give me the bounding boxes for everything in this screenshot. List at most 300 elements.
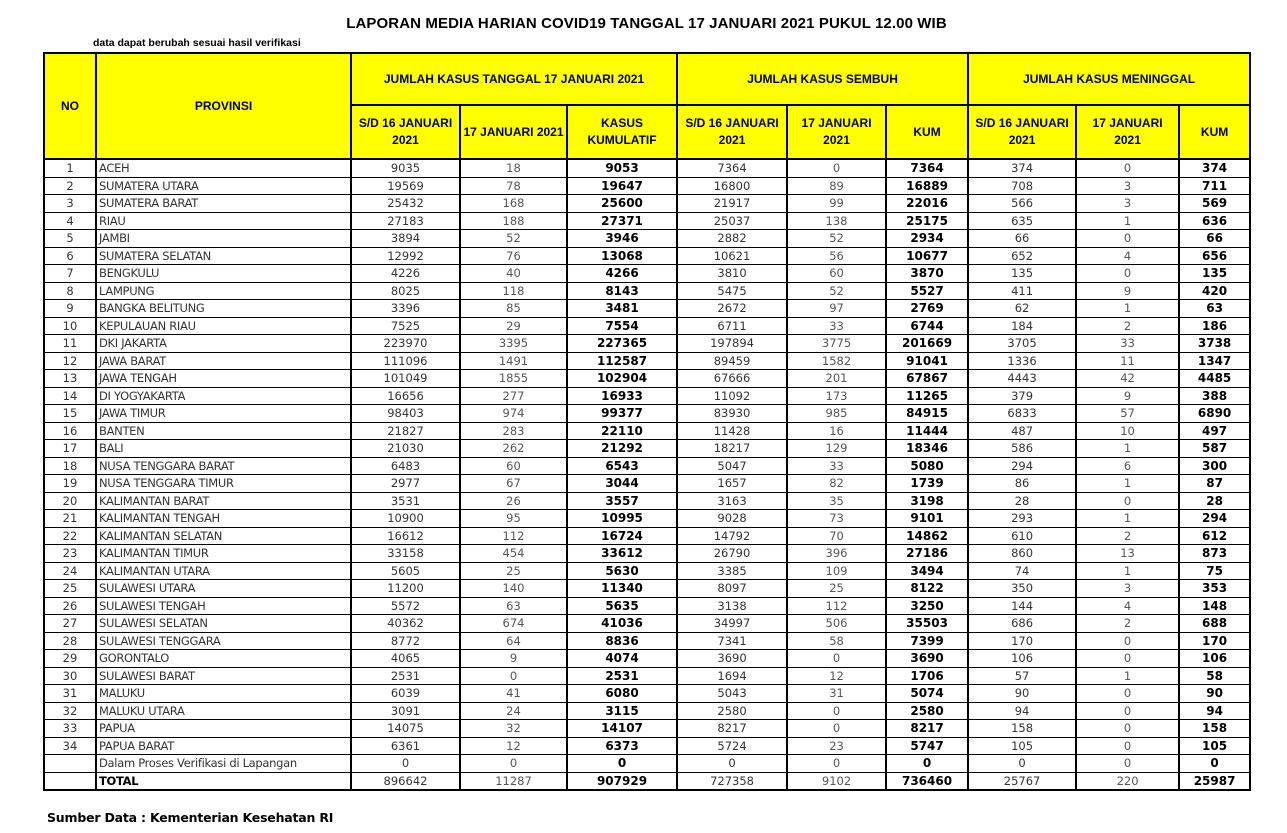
table-row	[44, 510, 1250, 528]
value-cell: 674	[460, 615, 567, 633]
header-deaths-today: 17 JANUARI 2021	[1076, 105, 1179, 159]
province-name: SULAWESI BARAT	[96, 667, 351, 685]
value-cell: 40362	[351, 615, 460, 633]
value-cell: 16889	[886, 177, 968, 195]
value-cell: 3481	[567, 300, 677, 318]
value-cell: 2531	[567, 667, 677, 685]
value-cell: 396	[787, 545, 886, 563]
value-cell: 60	[787, 265, 886, 283]
value-cell: 2934	[886, 230, 968, 248]
province-name: GORONTALO	[96, 650, 351, 668]
value-cell: 21917	[677, 195, 787, 213]
value-cell: 3	[1076, 580, 1179, 598]
value-cell: 1	[1076, 440, 1179, 458]
value-cell: 708	[968, 177, 1076, 195]
value-cell: 70	[787, 527, 886, 545]
value-cell: 106	[1179, 650, 1250, 668]
province-name: NUSA TENGGARA BARAT	[96, 457, 351, 475]
value-cell: 87	[1179, 475, 1250, 493]
header-group-cases: JUMLAH KASUS TANGGAL 17 JANUARI 2021	[351, 53, 677, 105]
value-cell: 57	[968, 667, 1076, 685]
row-number: 20	[44, 492, 96, 510]
value-cell: 2672	[677, 300, 787, 318]
header-deaths-prev: S/D 16 JANUARI 2021	[968, 105, 1076, 159]
table-row	[44, 597, 1250, 615]
value-cell: 3946	[567, 230, 677, 248]
value-cell: 5074	[886, 685, 968, 703]
value-cell: 388	[1179, 387, 1250, 405]
data-source: Sumber Data : Kementerian Kesehatan RI	[47, 810, 334, 825]
value-cell: 4266	[567, 265, 677, 283]
value-cell: 58	[787, 632, 886, 650]
table-row	[44, 177, 1250, 195]
header-provinsi: PROVINSI	[96, 53, 351, 159]
value-cell: 5605	[351, 562, 460, 580]
value-cell: 0	[1076, 702, 1179, 720]
value-cell: 8217	[886, 720, 968, 738]
value-cell: 3690	[886, 650, 968, 668]
value-cell: 94	[968, 702, 1076, 720]
value-cell: 22016	[886, 195, 968, 213]
value-cell: 0	[460, 667, 567, 685]
header-group-recovered: JUMLAH KASUS SEMBUH	[677, 53, 968, 105]
value-cell: 158	[968, 720, 1076, 738]
value-cell: 25037	[677, 212, 787, 230]
value-cell: 7341	[677, 632, 787, 650]
value-cell: 6833	[968, 405, 1076, 423]
row-number: 17	[44, 440, 96, 458]
table-row	[44, 300, 1250, 318]
value-cell: 12992	[351, 247, 460, 265]
value-cell: 656	[1179, 247, 1250, 265]
value-cell: 67867	[886, 370, 968, 388]
value-cell: 1694	[677, 667, 787, 685]
value-cell: 0	[1076, 492, 1179, 510]
table-body	[44, 159, 1250, 790]
value-cell: 8143	[567, 282, 677, 300]
value-cell: 10	[1076, 422, 1179, 440]
row-number: 7	[44, 265, 96, 283]
value-cell: 0	[567, 755, 677, 773]
row-number: 21	[44, 510, 96, 528]
value-cell: 66	[1179, 230, 1250, 248]
covid-report-table	[43, 52, 1251, 791]
value-cell: 0	[677, 755, 787, 773]
table-row	[44, 422, 1250, 440]
value-cell: 3396	[351, 300, 460, 318]
value-cell: 67666	[677, 370, 787, 388]
value-cell: 985	[787, 405, 886, 423]
value-cell: 374	[968, 159, 1076, 177]
table-row	[44, 667, 1250, 685]
province-name: JAMBI	[96, 230, 351, 248]
row-number: 8	[44, 282, 96, 300]
value-cell: 3115	[567, 702, 677, 720]
table-row	[44, 370, 1250, 388]
table-row	[44, 527, 1250, 545]
value-cell: 105	[1179, 737, 1250, 755]
table-row	[44, 352, 1250, 370]
value-cell: 1	[1076, 212, 1179, 230]
value-cell: 16612	[351, 527, 460, 545]
value-cell: 686	[968, 615, 1076, 633]
province-name: SUMATERA SELATAN	[96, 247, 351, 265]
table-row	[44, 755, 1250, 773]
value-cell: 52	[787, 282, 886, 300]
value-cell: 170	[1179, 632, 1250, 650]
value-cell: 711	[1179, 177, 1250, 195]
value-cell: 379	[968, 387, 1076, 405]
table-row	[44, 335, 1250, 353]
value-cell: 454	[460, 545, 567, 563]
row-number: 31	[44, 685, 96, 703]
row-number: 11	[44, 335, 96, 353]
value-cell: 3198	[886, 492, 968, 510]
value-cell: 16656	[351, 387, 460, 405]
row-number: 3	[44, 195, 96, 213]
table-row	[44, 475, 1250, 493]
value-cell: 0	[1076, 650, 1179, 668]
total-row	[44, 772, 1250, 790]
table-row	[44, 632, 1250, 650]
row-number: 4	[44, 212, 96, 230]
value-cell: 135	[968, 265, 1076, 283]
province-name: NUSA TENGGARA TIMUR	[96, 475, 351, 493]
value-cell: 0	[1179, 755, 1250, 773]
value-cell: 6080	[567, 685, 677, 703]
value-cell: 18217	[677, 440, 787, 458]
value-cell: 3557	[567, 492, 677, 510]
value-cell: 25600	[567, 195, 677, 213]
value-cell: 102904	[567, 370, 677, 388]
value-cell: 25767	[968, 772, 1076, 790]
value-cell: 97	[787, 300, 886, 318]
value-cell: 5747	[886, 737, 968, 755]
row-number: 26	[44, 597, 96, 615]
value-cell: 6890	[1179, 405, 1250, 423]
province-name: BANGKA BELITUNG	[96, 300, 351, 318]
value-cell: 13	[1076, 545, 1179, 563]
value-cell: 66	[968, 230, 1076, 248]
value-cell: 10677	[886, 247, 968, 265]
value-cell: 14107	[567, 720, 677, 738]
value-cell: 42	[1076, 370, 1179, 388]
value-cell: 4065	[351, 650, 460, 668]
value-cell: 2580	[677, 702, 787, 720]
value-cell: 1	[1076, 300, 1179, 318]
value-cell: 0	[1076, 632, 1179, 650]
value-cell: 28	[968, 492, 1076, 510]
value-cell: 3775	[787, 335, 886, 353]
value-cell: 22110	[567, 422, 677, 440]
value-cell: 90	[968, 685, 1076, 703]
value-cell: 0	[968, 755, 1076, 773]
value-cell: 14862	[886, 527, 968, 545]
value-cell: 29	[460, 317, 567, 335]
row-number: 12	[44, 352, 96, 370]
value-cell: 6711	[677, 317, 787, 335]
value-cell: 3494	[886, 562, 968, 580]
value-cell: 11092	[677, 387, 787, 405]
province-name: DI YOGYAKARTA	[96, 387, 351, 405]
value-cell: 1347	[1179, 352, 1250, 370]
header-recovered-today: 17 JANUARI 2021	[787, 105, 886, 159]
header-group-deaths: JUMLAH KASUS MENINGGAL	[968, 53, 1250, 105]
value-cell: 16	[787, 422, 886, 440]
value-cell: 201	[787, 370, 886, 388]
value-cell: 4	[1076, 247, 1179, 265]
value-cell: 3044	[567, 475, 677, 493]
row-number: 6	[44, 247, 96, 265]
value-cell: 7364	[677, 159, 787, 177]
header-cases-today: 17 JANUARI 2021	[460, 105, 567, 159]
value-cell: 3395	[460, 335, 567, 353]
value-cell: 10995	[567, 510, 677, 528]
value-cell: 16724	[567, 527, 677, 545]
value-cell: 11287	[460, 772, 567, 790]
value-cell: 0	[787, 650, 886, 668]
value-cell: 1	[1076, 562, 1179, 580]
value-cell: 109	[787, 562, 886, 580]
table-row	[44, 720, 1250, 738]
value-cell: 118	[460, 282, 567, 300]
table-row	[44, 247, 1250, 265]
row-number: 5	[44, 230, 96, 248]
value-cell: 262	[460, 440, 567, 458]
value-cell: 506	[787, 615, 886, 633]
value-cell: 8217	[677, 720, 787, 738]
value-cell: 3163	[677, 492, 787, 510]
value-cell: 612	[1179, 527, 1250, 545]
province-name: KALIMANTAN SELATAN	[96, 527, 351, 545]
value-cell: 3138	[677, 597, 787, 615]
value-cell: 5047	[677, 457, 787, 475]
value-cell: 11444	[886, 422, 968, 440]
value-cell: 58	[1179, 667, 1250, 685]
value-cell: 27371	[567, 212, 677, 230]
value-cell: 283	[460, 422, 567, 440]
value-cell: 7554	[567, 317, 677, 335]
table-row	[44, 545, 1250, 563]
value-cell: 277	[460, 387, 567, 405]
value-cell: 4226	[351, 265, 460, 283]
header-recovered-cumulative: KUM	[886, 105, 968, 159]
table-row	[44, 580, 1250, 598]
value-cell: 8836	[567, 632, 677, 650]
value-cell: 63	[1179, 300, 1250, 318]
value-cell: 85	[460, 300, 567, 318]
value-cell: 83930	[677, 405, 787, 423]
value-cell: 106	[968, 650, 1076, 668]
value-cell: 201669	[886, 335, 968, 353]
value-cell: 487	[968, 422, 1076, 440]
value-cell: 95	[460, 510, 567, 528]
value-cell: 23	[787, 737, 886, 755]
value-cell: 0	[1076, 159, 1179, 177]
report-title: LAPORAN MEDIA HARIAN COVID19 TANGGAL 17 JANUARI 2021 PUKUL 12.00 WIB	[346, 15, 947, 32]
verification-note: data dapat berubah sesuai hasil verifikasi	[93, 37, 301, 49]
value-cell: 3690	[677, 650, 787, 668]
value-cell: 5080	[886, 457, 968, 475]
province-name: KALIMANTAN TENGAH	[96, 510, 351, 528]
value-cell: 6361	[351, 737, 460, 755]
value-cell: 6	[1076, 457, 1179, 475]
row-number: 2	[44, 177, 96, 195]
value-cell: 11	[1076, 352, 1179, 370]
value-cell: 148	[1179, 597, 1250, 615]
value-cell: 0	[1076, 230, 1179, 248]
row-number: 15	[44, 405, 96, 423]
value-cell: 636	[1179, 212, 1250, 230]
value-cell: 1336	[968, 352, 1076, 370]
row-number: 25	[44, 580, 96, 598]
value-cell: 8025	[351, 282, 460, 300]
value-cell: 94	[1179, 702, 1250, 720]
value-cell: 197894	[677, 335, 787, 353]
value-cell: 5630	[567, 562, 677, 580]
value-cell: 19569	[351, 177, 460, 195]
table-row	[44, 615, 1250, 633]
row-number: 13	[44, 370, 96, 388]
value-cell: 56	[787, 247, 886, 265]
row-number: 1	[44, 159, 96, 177]
value-cell: 0	[460, 755, 567, 773]
value-cell: 173	[787, 387, 886, 405]
value-cell: 64	[460, 632, 567, 650]
value-cell: 974	[460, 405, 567, 423]
value-cell: 223970	[351, 335, 460, 353]
value-cell: 188	[460, 212, 567, 230]
value-cell: 10900	[351, 510, 460, 528]
value-cell: 33158	[351, 545, 460, 563]
value-cell: 9	[460, 650, 567, 668]
row-number: 29	[44, 650, 96, 668]
value-cell: 635	[968, 212, 1076, 230]
value-cell: 9101	[886, 510, 968, 528]
table-row	[44, 492, 1250, 510]
row-number: 9	[44, 300, 96, 318]
value-cell: 1	[1076, 667, 1179, 685]
value-cell: 31	[787, 685, 886, 703]
value-cell: 0	[351, 755, 460, 773]
value-cell: 3091	[351, 702, 460, 720]
value-cell: 62	[968, 300, 1076, 318]
value-cell: 21030	[351, 440, 460, 458]
value-cell: 8097	[677, 580, 787, 598]
row-number: 32	[44, 702, 96, 720]
value-cell: 11265	[886, 387, 968, 405]
value-cell: 0	[787, 755, 886, 773]
value-cell: 8122	[886, 580, 968, 598]
province-name: SULAWESI SELATAN	[96, 615, 351, 633]
value-cell: 227365	[567, 335, 677, 353]
table-row	[44, 405, 1250, 423]
province-name: JAWA TIMUR	[96, 405, 351, 423]
value-cell: 7364	[886, 159, 968, 177]
value-cell: 28	[1179, 492, 1250, 510]
value-cell: 0	[1076, 755, 1179, 773]
value-cell: 5475	[677, 282, 787, 300]
value-cell: 873	[1179, 545, 1250, 563]
value-cell: 3250	[886, 597, 968, 615]
value-cell: 33	[787, 317, 886, 335]
value-cell: 21827	[351, 422, 460, 440]
table-row	[44, 387, 1250, 405]
province-name: MALUKU UTARA	[96, 702, 351, 720]
province-name: TOTAL	[96, 772, 351, 790]
value-cell: 112587	[567, 352, 677, 370]
value-cell: 587	[1179, 440, 1250, 458]
value-cell: 610	[968, 527, 1076, 545]
value-cell: 860	[968, 545, 1076, 563]
value-cell: 907929	[567, 772, 677, 790]
province-name: RIAU	[96, 212, 351, 230]
value-cell: 9035	[351, 159, 460, 177]
value-cell: 21292	[567, 440, 677, 458]
row-number: 23	[44, 545, 96, 563]
value-cell: 18	[460, 159, 567, 177]
value-cell: 16933	[567, 387, 677, 405]
province-name: KALIMANTAN BARAT	[96, 492, 351, 510]
value-cell: 2882	[677, 230, 787, 248]
value-cell: 33	[787, 457, 886, 475]
value-cell: 27186	[886, 545, 968, 563]
value-cell: 33	[1076, 335, 1179, 353]
value-cell: 7399	[886, 632, 968, 650]
table-row	[44, 457, 1250, 475]
row-number: 10	[44, 317, 96, 335]
value-cell: 0	[787, 720, 886, 738]
row-number: 18	[44, 457, 96, 475]
row-number: 27	[44, 615, 96, 633]
value-cell: 41	[460, 685, 567, 703]
row-number: 22	[44, 527, 96, 545]
value-cell: 294	[1179, 510, 1250, 528]
value-cell: 8772	[351, 632, 460, 650]
value-cell: 1491	[460, 352, 567, 370]
value-cell: 1855	[460, 370, 567, 388]
value-cell: 67	[460, 475, 567, 493]
value-cell: 4	[1076, 597, 1179, 615]
value-cell: 727358	[677, 772, 787, 790]
value-cell: 0	[886, 755, 968, 773]
table-row	[44, 282, 1250, 300]
value-cell: 6543	[567, 457, 677, 475]
value-cell: 98403	[351, 405, 460, 423]
value-cell: 27183	[351, 212, 460, 230]
value-cell: 90	[1179, 685, 1250, 703]
value-cell: 0	[1076, 737, 1179, 755]
value-cell: 2	[1076, 615, 1179, 633]
row-number: 34	[44, 737, 96, 755]
province-name: JAWA BARAT	[96, 352, 351, 370]
value-cell: 9	[1076, 387, 1179, 405]
province-name: BENGKULU	[96, 265, 351, 283]
value-cell: 1657	[677, 475, 787, 493]
value-cell: 896642	[351, 772, 460, 790]
province-name: LAMPUNG	[96, 282, 351, 300]
value-cell: 3894	[351, 230, 460, 248]
value-cell: 300	[1179, 457, 1250, 475]
value-cell: 9102	[787, 772, 886, 790]
value-cell: 1	[1076, 510, 1179, 528]
value-cell: 11340	[567, 580, 677, 598]
value-cell: 2769	[886, 300, 968, 318]
value-cell: 3385	[677, 562, 787, 580]
value-cell: 12	[787, 667, 886, 685]
value-cell: 11428	[677, 422, 787, 440]
value-cell: 14792	[677, 527, 787, 545]
